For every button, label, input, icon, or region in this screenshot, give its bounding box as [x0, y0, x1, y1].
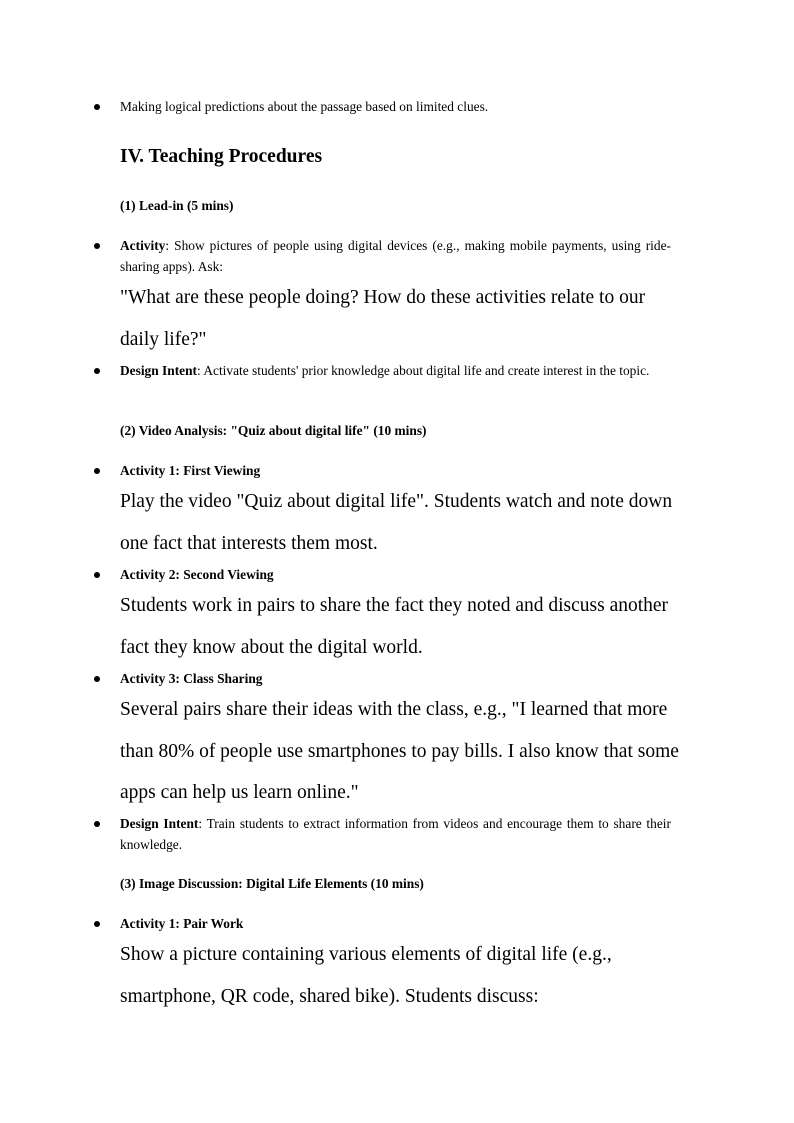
bullet-point — [94, 572, 100, 578]
video-activity2-label: Activity 2: Second Viewing — [120, 567, 274, 582]
video-activity3-text: Several pairs share their ideas with the class, e.g., "I learned that more than 80% of people use smartphones to pay bills. I also know that some apps can help us learn online." — [120, 699, 679, 803]
video-analysis-title: (2) Video Analysis: "Quiz about digital life" (10 mins) — [120, 423, 427, 438]
bullet-point — [94, 676, 100, 682]
video-intent — [120, 813, 671, 855]
intent-text: : Activate students' prior knowledge about digital life and create interest in the topic. — [197, 363, 650, 378]
intent-label: Design Intent — [120, 363, 198, 378]
lead-in-activity — [120, 235, 671, 277]
bullet-point — [94, 368, 100, 374]
lead-in-intent — [120, 360, 671, 381]
lead-in-title: (1) Lead-in (5 mins) — [120, 198, 234, 213]
image-activity1-text: Show a picture containing various elements of digital life (e.g., smartphone, QR code, shared bike). Students discuss: — [120, 944, 612, 1007]
video-activity3-label: Activity 3: Class Sharing — [120, 671, 263, 686]
objective-item: Making logical predictions about the passage based on limited clues. — [120, 99, 489, 114]
intent-label: Design Intent — [120, 816, 199, 831]
bullet-point — [94, 921, 100, 927]
intent-text: : Train students to extract information from videos and encourage them to share their knowledge. — [120, 816, 671, 852]
bullet-point — [94, 821, 100, 827]
image-discussion-title: (3) Image Discussion: Digital Life Elements (10 mins) — [120, 876, 424, 891]
lead-in-question: "What are these people doing? How do these activities relate to our daily life?" — [120, 287, 646, 350]
video-activity2-text: Students work in pairs to share the fact they noted and discuss another fact they know about the digital world. — [120, 595, 669, 658]
activity-text: : Show pictures of people using digital devices (e.g., making mobile payments, using ride-sharing apps). Ask: — [120, 238, 671, 274]
bullet-point — [94, 243, 100, 249]
bullet-point — [94, 104, 100, 110]
activity-label: Activity — [120, 238, 166, 253]
video-activity1-label: Activity 1: First Viewing — [120, 463, 261, 478]
image-activity1-label: Activity 1: Pair Work — [120, 916, 244, 931]
bullet-point — [94, 468, 100, 474]
section-heading: IV. Teaching Procedures — [120, 146, 323, 167]
video-activity1-text: Play the video "Quiz about digital life". Students watch and note down one fact that interests them most. — [120, 491, 673, 554]
